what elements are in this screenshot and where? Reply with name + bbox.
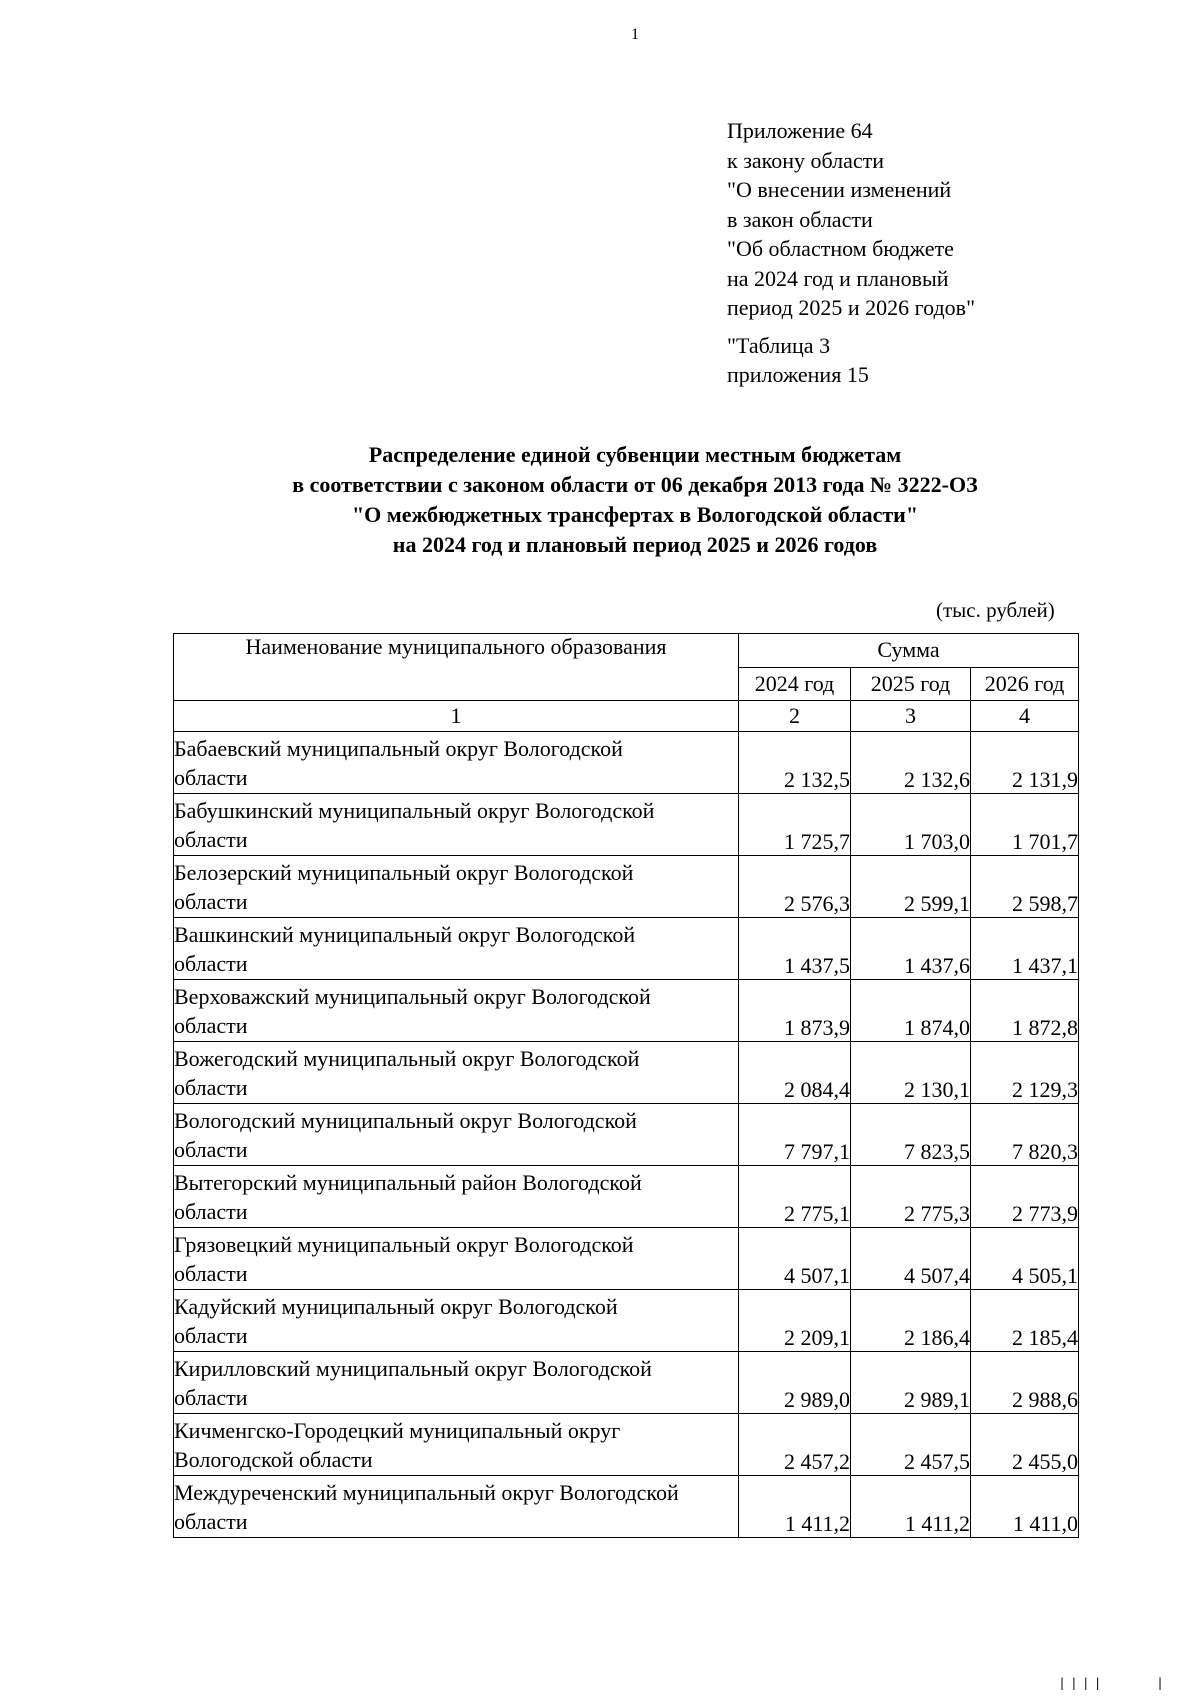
amount-2026: 2 185,4 [971,1290,1079,1352]
amount-2026: 2 598,7 [971,856,1079,918]
amount-2024: 2 576,3 [739,856,851,918]
municipality-name-line: Вожегодский муниципальный округ Вологодской [174,1045,640,1071]
table-row [174,980,1079,1042]
table-row [174,1042,1079,1104]
municipality-name [174,1290,739,1352]
amount-2025: 2 186,4 [851,1290,971,1352]
municipality-name-line: Бабушкинский муниципальный округ Вологодской [174,797,655,823]
municipality-name [174,1104,739,1166]
document-title [0,440,1200,560]
municipality-name-line: Кадуйский муниципальный округ Вологодской [174,1293,618,1319]
amount-2025: 7 823,5 [851,1104,971,1166]
municipality-name-line: области [174,1508,248,1534]
table-row [174,918,1079,980]
amount-2024: 1 725,7 [739,794,851,856]
amount-2026: 2 455,0 [971,1414,1079,1476]
title-line: в соответствии с законом области от 06 декабря 2013 года № 3222-ОЗ [292,472,978,497]
municipality-name-line: области [174,1384,248,1410]
table-row [174,1228,1079,1290]
year-header-2025: 2025 год [851,667,971,701]
spacer [727,323,975,331]
column-number: 3 [851,701,971,732]
amount-2026: 1 872,8 [971,980,1079,1042]
municipality-name-line: области [174,826,248,852]
municipality-name-line: Кирилловский муниципальный округ Вологодской [174,1355,652,1381]
table-row [174,856,1079,918]
municipality-name [174,1042,739,1104]
table-ref-line: приложения 15 [727,362,869,387]
column-number-row [174,701,1079,732]
table-row [174,1476,1079,1538]
amount-2026: 2 773,9 [971,1166,1079,1228]
appendix-block [727,116,975,390]
appendix-line: к закону области [727,147,885,173]
municipality-name [174,1414,739,1476]
appendix-line: "Об областном бюджете [727,236,954,261]
appendix-line: "О внесении изменений [727,177,952,202]
municipality-name-line: Вологодской области [174,1446,373,1472]
amount-2026: 2 129,3 [971,1042,1079,1104]
amount-2024: 7 797,1 [739,1104,851,1166]
municipality-name-line: Междуреченский муниципальный округ Вологодской [174,1479,679,1505]
appendix-line: период 2025 и 2026 годов" [727,295,976,320]
table-row [174,1414,1079,1476]
amount-2024: 2 132,5 [739,732,851,794]
amount-2025: 2 989,1 [851,1352,971,1414]
amount-2026: 7 820,3 [971,1104,1079,1166]
municipality-name-line: Грязовецкий муниципальный округ Вологодской [174,1231,634,1257]
amount-2025: 2 130,1 [851,1042,971,1104]
table-row [174,1290,1079,1352]
municipality-name [174,1476,739,1538]
table-row [174,1166,1079,1228]
amount-2025: 2 457,5 [851,1414,971,1476]
amount-2024: 1 873,9 [739,980,851,1042]
appendix-line: Приложение 64 [727,118,873,143]
amount-2024: 2 989,0 [739,1352,851,1414]
table-row [174,1352,1079,1414]
amount-2024: 4 507,1 [739,1228,851,1290]
page-number: 1 [631,26,639,43]
municipality-name [174,1166,739,1228]
units-label: (тыс. рублей) [936,598,1055,622]
municipality-name-line: Кичменгско-Городецкий муниципальный округ [174,1417,621,1443]
municipality-name [174,918,739,980]
table-row [174,732,1079,794]
sum-column-header: Сумма [739,634,1079,668]
appendix-line: на 2024 год и плановый [727,265,949,291]
amount-2025: 1 411,2 [851,1476,971,1538]
amount-2024: 2 775,1 [739,1166,851,1228]
table-row [174,794,1079,856]
amount-2024: 1 437,5 [739,918,851,980]
column-number: 4 [971,701,1079,732]
amount-2025: 1 437,6 [851,918,971,980]
municipality-name [174,980,739,1042]
municipality-name-line: Бабаевский муниципальный округ Вологодской [174,735,623,761]
table-row [174,1104,1079,1166]
amount-2026: 2 131,9 [971,732,1079,794]
municipality-name-line: Вытегорский муниципальный район Вологодской [174,1169,642,1195]
municipality-name-line: области [174,1136,248,1162]
municipality-name-line: области [174,1198,248,1224]
title-line: Распределение единой субвенции местным бюджетам [368,442,902,467]
municipality-name-line: области [174,1260,248,1286]
amount-2026: 1 701,7 [971,794,1079,856]
amount-2024: 2 084,4 [739,1042,851,1104]
subvention-table [173,633,1079,1538]
amount-2026: 2 988,6 [971,1352,1079,1414]
name-column-header: Наименование муниципального образования [174,634,739,701]
municipality-name [174,732,739,794]
municipality-name [174,1352,739,1414]
amount-2026: 1 437,1 [971,918,1079,980]
title-line: "О межбюджетных трансфертах в Вологодской области" [351,502,919,527]
year-header-2026: 2026 год [971,667,1079,701]
municipality-name-line: области [174,1322,248,1348]
table-ref-line: "Таблица 3 [727,332,831,358]
municipality-name-line: Вологодский муниципальный округ Вологодской [174,1107,637,1133]
amount-2024: 1 411,2 [739,1476,851,1538]
municipality-name-line: Верховажский муниципальный округ Вологодской [174,983,651,1009]
column-number: 1 [174,701,739,732]
scan-mark: | [1158,1676,1163,1690]
amount-2026: 1 411,0 [971,1476,1079,1538]
appendix-line: в закон области [727,206,873,232]
amount-2026: 4 505,1 [971,1228,1079,1290]
column-number: 2 [739,701,851,732]
title-line: на 2024 год и плановый период 2025 и 2026 годов [392,532,878,557]
year-header-2024: 2024 год [739,667,851,701]
municipality-name [174,1228,739,1290]
municipality-name-line: области [174,888,248,914]
table-header-row [174,634,1079,668]
table-body [174,732,1079,1538]
amount-2024: 2 209,1 [739,1290,851,1352]
scan-marks: | | | | [1060,1676,1102,1690]
municipality-name [174,856,739,918]
amount-2025: 1 703,0 [851,794,971,856]
amount-2024: 2 457,2 [739,1414,851,1476]
amount-2025: 4 507,4 [851,1228,971,1290]
municipality-name-line: области [174,1074,248,1100]
amount-2025: 1 874,0 [851,980,971,1042]
municipality-name-line: области [174,764,248,790]
municipality-name-line: области [174,950,248,976]
municipality-name-line: Вашкинский муниципальный округ Вологодской [174,921,636,947]
amount-2025: 2 775,3 [851,1166,971,1228]
municipality-name-line: Белозерский муниципальный округ Вологодской [174,859,634,885]
amount-2025: 2 132,6 [851,732,971,794]
municipality-name [174,794,739,856]
municipality-name-line: области [174,1012,248,1038]
amount-2025: 2 599,1 [851,856,971,918]
